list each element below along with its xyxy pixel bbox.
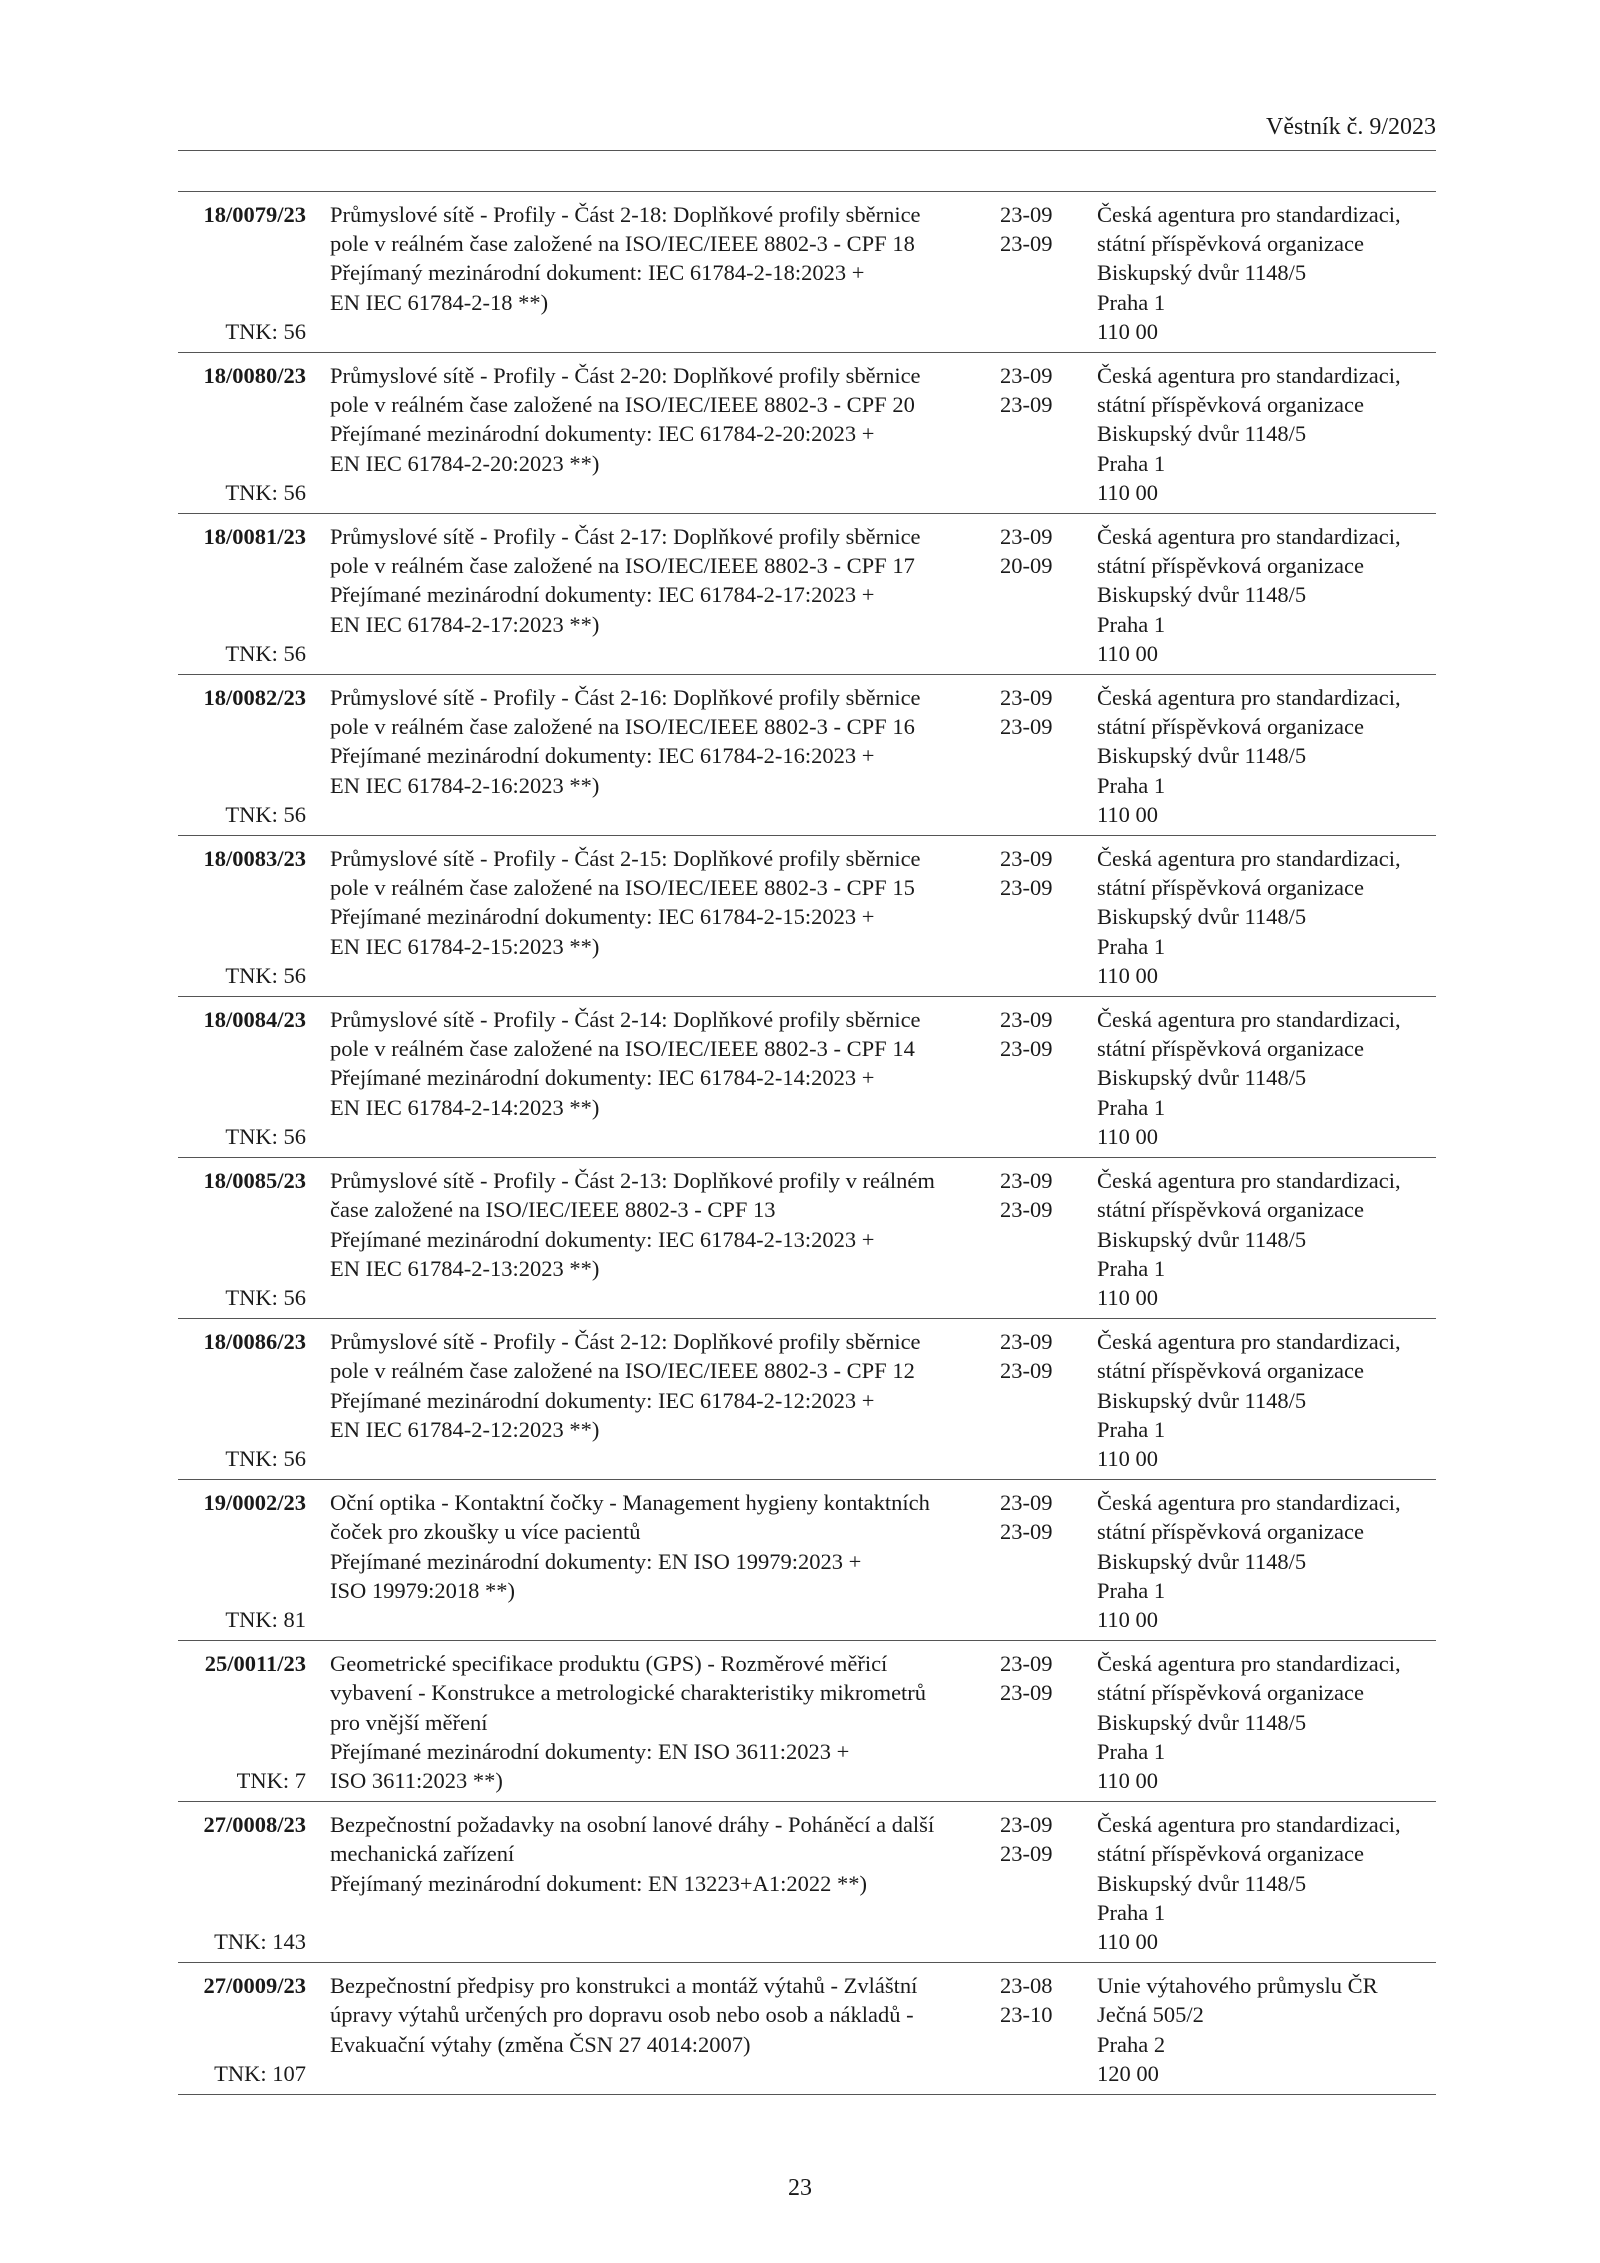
entry-date: 23-09: [1000, 714, 1053, 740]
entry-organization-line: 110 00: [1097, 1284, 1159, 1310]
table-row: [178, 1158, 1436, 1319]
entry-date: 23-09: [1000, 1680, 1053, 1706]
entry-organization-cell: [1097, 1971, 1436, 2088]
entry-organization-line: Biskupský dvůr 1148/5: [1097, 904, 1307, 930]
entry-number: 18/0082/23: [203, 685, 306, 711]
entry-code-cell: [178, 1327, 306, 1473]
entry-title-line: pole v reálném čase založené na ISO/IEC/IEEE 8802-3 - CPF 15: [330, 875, 915, 901]
entry-title-line: ISO 3611:2023 **): [330, 1767, 503, 1793]
entry-organization-line: Praha 1: [1097, 772, 1166, 798]
entry-organization-line: Unie výtahového průmyslu ČR: [1097, 1973, 1378, 1999]
entry-number: 18/0084/23: [203, 1007, 306, 1033]
entry-title-cell: [330, 844, 990, 990]
entry-organization-line: Česká agentura pro standardizaci,: [1097, 363, 1401, 389]
entry-tnk: TNK: 56: [225, 962, 306, 988]
entry-title-line: Oční optika - Kontaktní čočky - Management hygieny kontaktních: [330, 1490, 930, 1516]
entry-organization-line: státní příspěvková organizace: [1097, 1036, 1364, 1062]
entry-organization-line: Praha 1: [1097, 1738, 1166, 1764]
entry-organization-line: Praha 1: [1097, 289, 1166, 315]
entry-title-line: EN IEC 61784-2-15:2023 **): [330, 933, 600, 959]
entry-organization-line: Praha 1: [1097, 611, 1166, 637]
entry-title-line: Průmyslové sítě - Profily - Část 2-20: Doplňkové profily sběrnice: [330, 363, 921, 389]
entry-date: 23-09: [1000, 1519, 1053, 1545]
entry-tnk: TNK: 7: [236, 1767, 306, 1793]
table-row: [178, 675, 1436, 836]
entry-tnk: TNK: 56: [225, 1284, 306, 1310]
entry-date: 23-09: [1000, 1197, 1053, 1223]
bulletin-title: Věstník č. 9/2023: [1266, 114, 1436, 140]
entry-title-line: Přejímaný mezinárodní dokument: IEC 61784-2-18:2023 +: [330, 260, 865, 286]
entry-number: 18/0080/23: [203, 363, 306, 389]
entry-organization-line: státní příspěvková organizace: [1097, 1841, 1364, 1867]
entry-date: 23-09: [1000, 685, 1053, 711]
entry-date: 23-09: [1000, 1651, 1053, 1677]
entry-title-line: EN IEC 61784-2-20:2023 **): [330, 450, 600, 476]
entry-organization-line: 110 00: [1097, 318, 1159, 344]
entry-tnk: TNK: 81: [225, 1606, 306, 1632]
entry-date: 23-09: [1000, 524, 1053, 550]
entry-tnk: TNK: 56: [225, 1445, 306, 1471]
entry-organization-line: Česká agentura pro standardizaci,: [1097, 1812, 1401, 1838]
entry-date: 23-09: [1000, 392, 1053, 418]
entry-title-line: Přejímané mezinárodní dokumenty: IEC 61784-2-13:2023 +: [330, 1226, 875, 1252]
entry-dates-cell: [1000, 1810, 1060, 1956]
entry-title-cell: [330, 683, 990, 829]
entry-date: 23-09: [1000, 363, 1053, 389]
entry-organization-line: Praha 1: [1097, 1899, 1166, 1925]
table-row: [178, 1802, 1436, 1963]
entry-title-line: pole v reálném čase založené na ISO/IEC/IEEE 8802-3 - CPF 20: [330, 392, 915, 418]
entry-code-cell: [178, 683, 306, 829]
entry-date: 23-08: [1000, 1973, 1053, 1999]
entry-organization-line: Česká agentura pro standardizaci,: [1097, 1007, 1401, 1033]
entry-tnk: TNK: 56: [225, 479, 306, 505]
entry-organization-cell: [1097, 361, 1436, 507]
entry-number: 25/0011/23: [204, 1651, 306, 1677]
entry-date: 23-09: [1000, 1168, 1053, 1194]
entry-title-line: EN IEC 61784-2-18 **): [330, 289, 549, 315]
entry-number: 18/0086/23: [203, 1329, 306, 1355]
entry-organization-line: Praha 2: [1097, 2031, 1166, 2057]
entry-date: 23-09: [1000, 875, 1053, 901]
entry-dates-cell: [1000, 844, 1060, 990]
entry-dates-cell: [1000, 1005, 1060, 1151]
entry-title-line: vybavení - Konstrukce a metrologické charakteristiky mikrometrů: [330, 1680, 927, 1706]
entry-number: 27/0008/23: [203, 1812, 306, 1838]
entry-organization-line: Biskupský dvůr 1148/5: [1097, 582, 1307, 608]
entry-date: 23-10: [1000, 2002, 1053, 2028]
entry-number: 18/0083/23: [203, 846, 306, 872]
entry-code-cell: [178, 522, 306, 668]
entry-code-cell: [178, 1810, 306, 1956]
table-row: [178, 997, 1436, 1158]
entry-organization-line: 120 00: [1097, 2060, 1159, 2086]
entry-title-cell: [330, 1166, 990, 1312]
entry-organization-line: Biskupský dvůr 1148/5: [1097, 1065, 1307, 1091]
entry-dates-cell: [1000, 1166, 1060, 1312]
entry-organization-line: státní příspěvková organizace: [1097, 231, 1364, 257]
entry-code-cell: [178, 1971, 306, 2088]
entry-organization-line: Biskupský dvůr 1148/5: [1097, 1387, 1307, 1413]
entry-title-line: Přejímané mezinárodní dokumenty: IEC 61784-2-14:2023 +: [330, 1065, 875, 1091]
entry-title-line: Průmyslové sítě - Profily - Část 2-15: Doplňkové profily sběrnice: [330, 846, 921, 872]
table-row: [178, 1319, 1436, 1480]
entry-organization-line: státní příspěvková organizace: [1097, 1358, 1364, 1384]
entry-organization-line: Česká agentura pro standardizaci,: [1097, 1490, 1401, 1516]
entry-organization-line: Česká agentura pro standardizaci,: [1097, 1651, 1401, 1677]
entry-title-line: Přejímané mezinárodní dokumenty: IEC 61784-2-12:2023 +: [330, 1387, 875, 1413]
entry-organization-line: státní příspěvková organizace: [1097, 553, 1364, 579]
entry-title-line: pole v reálném čase založené na ISO/IEC/IEEE 8802-3 - CPF 16: [330, 714, 915, 740]
entry-organization-line: Česká agentura pro standardizaci,: [1097, 202, 1401, 227]
entry-title-cell: [330, 1810, 990, 1956]
entry-organization-line: Biskupský dvůr 1148/5: [1097, 1870, 1307, 1896]
table-row: [178, 836, 1436, 997]
entry-title-line: Přejímané mezinárodní dokumenty: IEC 61784-2-15:2023 +: [330, 904, 875, 930]
entry-title-cell: [330, 361, 990, 507]
entry-organization-line: Česká agentura pro standardizaci,: [1097, 1329, 1401, 1355]
entry-organization-cell: [1097, 1327, 1436, 1473]
entry-organization-cell: [1097, 1649, 1436, 1795]
entry-title-line: pole v reálném čase založené na ISO/IEC/IEEE 8802-3 - CPF 18: [330, 231, 915, 257]
page-footer: [0, 2174, 1600, 2203]
entry-organization-line: Česká agentura pro standardizaci,: [1097, 685, 1401, 711]
entry-organization-line: Česká agentura pro standardizaci,: [1097, 524, 1401, 550]
entry-title-line: Bezpečnostní předpisy pro konstrukci a montáž výtahů - Zvláštní: [330, 1973, 918, 1999]
entry-date: 23-09: [1000, 1036, 1053, 1062]
entry-tnk: TNK: 56: [225, 640, 306, 666]
entry-title-line: EN IEC 61784-2-13:2023 **): [330, 1255, 600, 1281]
entry-organization-line: státní příspěvková organizace: [1097, 1680, 1364, 1706]
entry-organization-line: státní příspěvková organizace: [1097, 1197, 1364, 1223]
entry-title-line: EN IEC 61784-2-17:2023 **): [330, 611, 600, 637]
entry-organization-line: 110 00: [1097, 801, 1159, 827]
entry-title-line: mechanická zařízení: [330, 1841, 515, 1867]
entry-code-cell: [178, 1488, 306, 1634]
entry-title-line: pole v reálném čase založené na ISO/IEC/IEEE 8802-3 - CPF 17: [330, 553, 915, 579]
entry-organization-line: Praha 1: [1097, 1094, 1166, 1120]
entry-title-cell: [330, 1327, 990, 1473]
entry-title-cell: [330, 1971, 990, 2088]
entry-organization-line: Praha 1: [1097, 933, 1166, 959]
entry-dates-cell: [1000, 1649, 1060, 1795]
entry-organization-line: Biskupský dvůr 1148/5: [1097, 260, 1307, 286]
entry-code-cell: [178, 844, 306, 990]
entry-title-line: Průmyslové sítě - Profily - Část 2-18: Doplňkové profily sběrnice: [330, 202, 921, 227]
entry-organization-line: Ječná 505/2: [1097, 2002, 1204, 2028]
entry-date: 23-09: [1000, 1329, 1053, 1355]
entry-date: 23-09: [1000, 846, 1053, 872]
entry-organization-line: 110 00: [1097, 1445, 1159, 1471]
entry-organization-line: Česká agentura pro standardizaci,: [1097, 1168, 1401, 1194]
entry-dates-cell: [1000, 200, 1060, 346]
entry-date: 20-09: [1000, 553, 1053, 579]
entry-organization-line: státní příspěvková organizace: [1097, 1519, 1364, 1545]
entry-number: 19/0002/23: [203, 1490, 306, 1516]
entry-tnk: TNK: 56: [225, 801, 306, 827]
entry-title-cell: [330, 1649, 990, 1795]
entry-organization-line: Biskupský dvůr 1148/5: [1097, 743, 1307, 769]
entry-organization-line: Praha 1: [1097, 1577, 1166, 1603]
entry-organization-cell: [1097, 1488, 1436, 1634]
table-row: [178, 1480, 1436, 1641]
entry-organization-cell: [1097, 200, 1436, 346]
table-row: [178, 1641, 1436, 1802]
table-row: [178, 514, 1436, 675]
table-row: [178, 1963, 1436, 2095]
entry-organization-line: 110 00: [1097, 1928, 1159, 1954]
page-number: 23: [788, 2175, 812, 2201]
entry-title-line: Přejímaný mezinárodní dokument: EN 13223+A1:2022 **): [330, 1870, 867, 1896]
entry-organization-cell: [1097, 1005, 1436, 1151]
entry-title-line: Evakuační výtahy (změna ČSN 27 4014:2007): [330, 2031, 751, 2057]
entry-code-cell: [178, 1649, 306, 1795]
entry-organization-line: Česká agentura pro standardizaci,: [1097, 846, 1401, 872]
entry-organization-line: 110 00: [1097, 479, 1159, 505]
entry-dates-cell: [1000, 683, 1060, 829]
entry-dates-cell: [1000, 1488, 1060, 1634]
entry-date: 23-09: [1000, 1841, 1053, 1867]
entry-title-line: Přejímané mezinárodní dokumenty: IEC 61784-2-20:2023 +: [330, 421, 875, 447]
entry-organization-line: státní příspěvková organizace: [1097, 392, 1364, 418]
entry-title-line: úpravy výtahů určených pro dopravu osob nebo osob a nákladů -: [330, 2002, 914, 2028]
entry-organization-line: 110 00: [1097, 962, 1159, 988]
entry-title-cell: [330, 1005, 990, 1151]
standards-table: [178, 191, 1436, 2095]
table-row: [178, 353, 1436, 514]
entry-date: 23-09: [1000, 202, 1053, 227]
entry-organization-line: 110 00: [1097, 1767, 1159, 1793]
entry-organization-line: Praha 1: [1097, 1416, 1166, 1442]
entry-title-line: Geometrické specifikace produktu (GPS) - Rozměrové měřicí: [330, 1651, 888, 1677]
entry-title-line: Přejímané mezinárodní dokumenty: EN ISO 19979:2023 +: [330, 1548, 862, 1574]
entry-tnk: TNK: 56: [225, 1123, 306, 1149]
entry-title-line: ISO 19979:2018 **): [330, 1577, 515, 1603]
page-header: [178, 112, 1436, 151]
entry-title-cell: [330, 1488, 990, 1634]
entry-number: 18/0079/23: [203, 202, 306, 227]
entry-date: 23-09: [1000, 1490, 1053, 1516]
entry-organization-cell: [1097, 1166, 1436, 1312]
entry-title-line: pole v reálném čase založené na ISO/IEC/IEEE 8802-3 - CPF 12: [330, 1358, 915, 1384]
entry-title-line: Přejímané mezinárodní dokumenty: EN ISO 3611:2023 +: [330, 1738, 850, 1764]
entry-code-cell: [178, 361, 306, 507]
entry-dates-cell: [1000, 361, 1060, 507]
entry-organization-line: Biskupský dvůr 1148/5: [1097, 1709, 1307, 1735]
entry-organization-line: státní příspěvková organizace: [1097, 875, 1364, 901]
entry-title-line: EN IEC 61784-2-12:2023 **): [330, 1416, 600, 1442]
entry-title-line: EN IEC 61784-2-16:2023 **): [330, 772, 600, 798]
entry-number: 18/0085/23: [203, 1168, 306, 1194]
entry-tnk: TNK: 107: [214, 2060, 306, 2086]
entry-organization-line: 110 00: [1097, 1606, 1159, 1632]
entry-dates-cell: [1000, 1327, 1060, 1473]
entry-organization-line: Biskupský dvůr 1148/5: [1097, 421, 1307, 447]
entry-organization-line: 110 00: [1097, 1123, 1159, 1149]
entry-organization-line: Biskupský dvůr 1148/5: [1097, 1226, 1307, 1252]
table-row: [178, 192, 1436, 353]
entry-organization-line: státní příspěvková organizace: [1097, 714, 1364, 740]
entry-dates-cell: [1000, 1971, 1060, 2088]
entry-number: 27/0009/23: [203, 1973, 306, 1999]
entry-date: 23-09: [1000, 231, 1053, 257]
entry-organization-cell: [1097, 844, 1436, 990]
entry-title-line: čoček pro zkoušky u více pacientů: [330, 1519, 641, 1545]
entry-title-line: pole v reálném čase založené na ISO/IEC/IEEE 8802-3 - CPF 14: [330, 1036, 915, 1062]
entry-organization-line: Biskupský dvůr 1148/5: [1097, 1548, 1307, 1574]
entry-title-line: EN IEC 61784-2-14:2023 **): [330, 1094, 600, 1120]
entry-organization-line: Praha 1: [1097, 450, 1166, 476]
entry-title-cell: [330, 522, 990, 668]
entry-date: 23-09: [1000, 1358, 1053, 1384]
entry-title-line: Průmyslové sítě - Profily - Část 2-14: Doplňkové profily sběrnice: [330, 1007, 921, 1033]
entry-title-line: Přejímané mezinárodní dokumenty: IEC 61784-2-16:2023 +: [330, 743, 875, 769]
entry-date: 23-09: [1000, 1812, 1053, 1838]
entry-organization-cell: [1097, 1810, 1436, 1956]
entry-title-line: Průmyslové sítě - Profily - Část 2-16: Doplňkové profily sběrnice: [330, 685, 921, 711]
entry-title-line: pro vnější měření: [330, 1709, 488, 1735]
entry-dates-cell: [1000, 522, 1060, 668]
entry-title-line: čase založené na ISO/IEC/IEEE 8802-3 - CPF 13: [330, 1197, 776, 1223]
entry-organization-line: 110 00: [1097, 640, 1159, 666]
entry-number: 18/0081/23: [203, 524, 306, 550]
entry-code-cell: [178, 1005, 306, 1151]
entry-organization-cell: [1097, 522, 1436, 668]
entry-title-line: Průmyslové sítě - Profily - Část 2-13: Doplňkové profily v reálném: [330, 1168, 935, 1194]
entry-title-line: Průmyslové sítě - Profily - Část 2-12: Doplňkové profily sběrnice: [330, 1329, 921, 1355]
entry-date: 23-09: [1000, 1007, 1053, 1033]
entry-title-line: Přejímané mezinárodní dokumenty: IEC 61784-2-17:2023 +: [330, 582, 875, 608]
entry-tnk: TNK: 56: [225, 318, 306, 344]
entry-organization-cell: [1097, 683, 1436, 829]
entry-organization-line: Praha 1: [1097, 1255, 1166, 1281]
entry-title-line: Bezpečnostní požadavky na osobní lanové dráhy - Poháněcí a další: [330, 1812, 935, 1838]
entry-tnk: TNK: 143: [214, 1928, 306, 1954]
entry-code-cell: [178, 1166, 306, 1312]
entry-code-cell: [178, 200, 306, 346]
entry-title-line: Průmyslové sítě - Profily - Část 2-17: Doplňkové profily sběrnice: [330, 524, 921, 550]
entry-title-cell: [330, 200, 990, 346]
